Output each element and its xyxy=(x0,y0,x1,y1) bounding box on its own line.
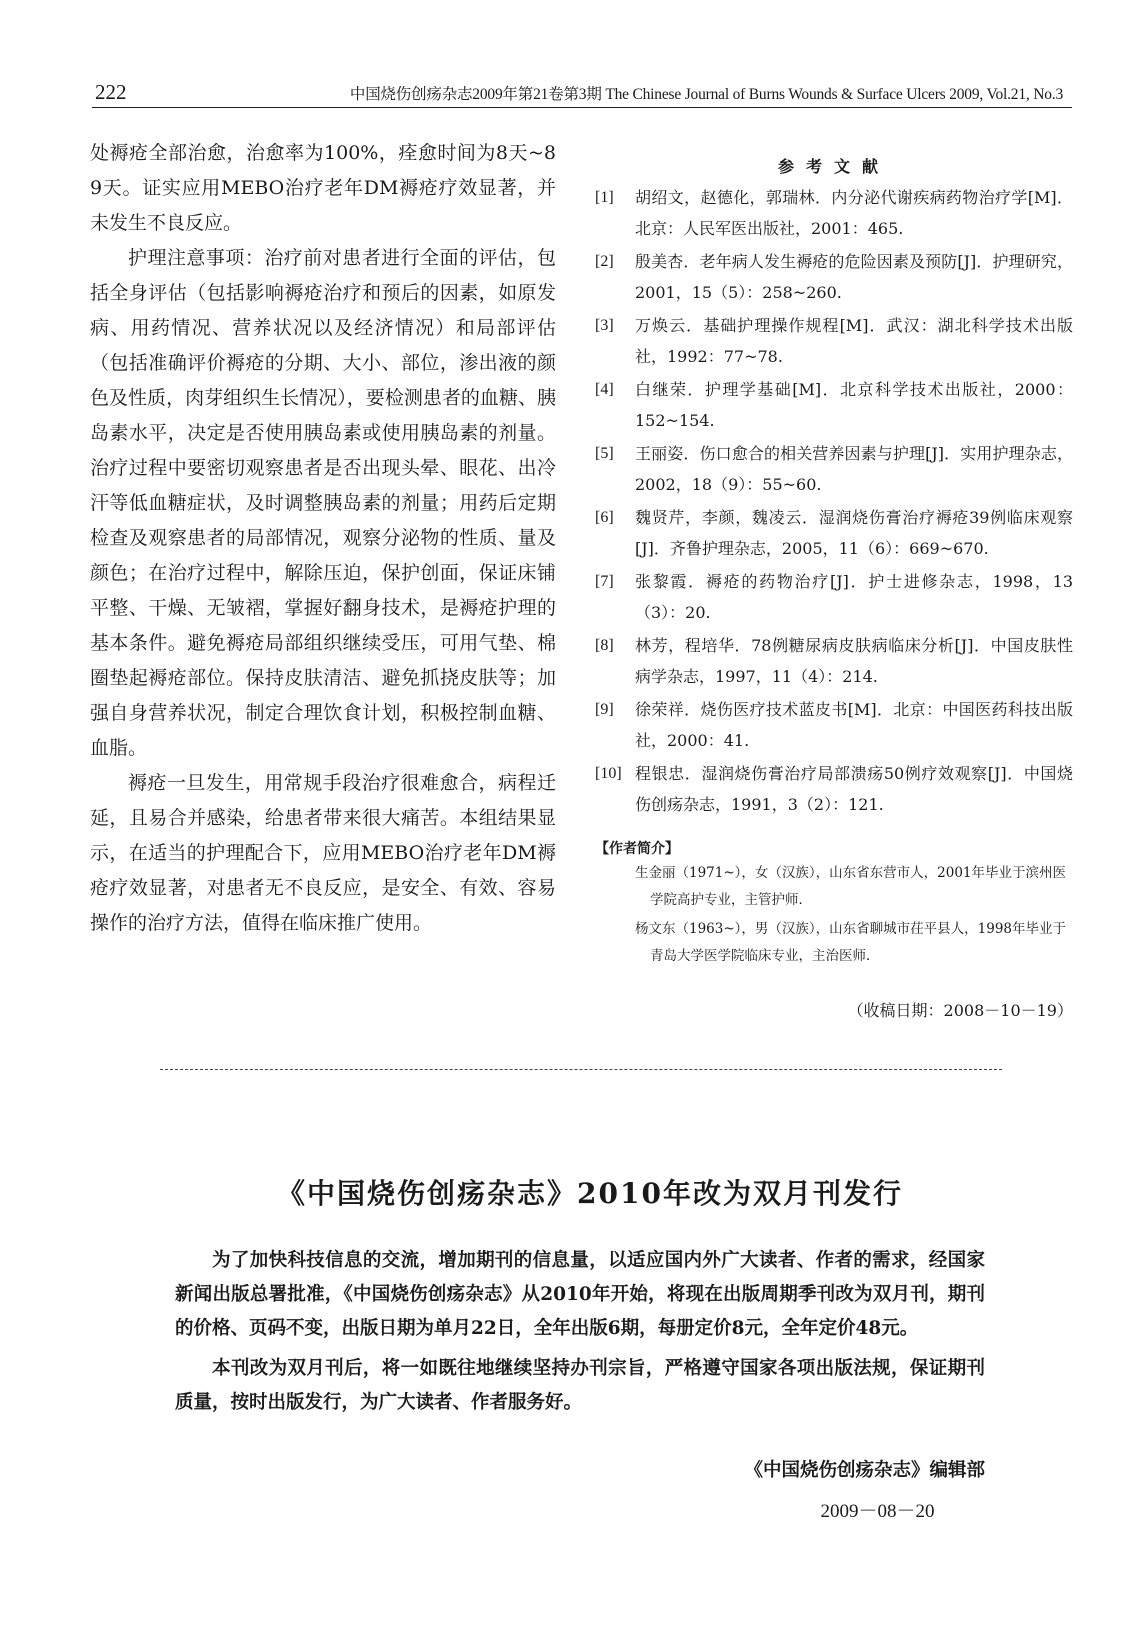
page-number: 222 xyxy=(95,80,127,104)
reference-text: 徐荣祥．烧伤医疗技术蓝皮书[M]．北京：中国医药科技出版社，2000：41. xyxy=(635,700,1073,750)
reference-item xyxy=(595,439,1073,500)
running-head: 中国烧伤创疡杂志2009年第21卷第3期 The Chinese Journal of Burns Wounds & Surface Ulcers 2009, Vol.21, No.3 xyxy=(349,86,1063,103)
author-bio-heading: 【作者简介】 xyxy=(595,841,679,857)
reference-number: [5] xyxy=(595,445,614,462)
reference-item xyxy=(595,375,1073,436)
notice-signature: 《中国烧伤创疡杂志》编辑部 xyxy=(744,1460,985,1481)
reference-text: 万焕云．基础护理操作规程[M]．武汉：湖北科学技术出版社，1992：77~78. xyxy=(635,316,1073,366)
reference-text: 胡绍文，赵德化，郭瑞林．内分泌代谢疾病药物治疗学[M]．北京：人民军医出版社，2001：465. xyxy=(635,188,1073,238)
received-date: （收稿日期：2008－10－19） xyxy=(847,1001,1073,1020)
reference-number: [2] xyxy=(595,253,614,270)
reference-text: 魏贤芹，李颜，魏凌云．湿润烧伤膏治疗褥疮39例临床观察[J]．齐鲁护理杂志，2005，11（6）：669~670. xyxy=(635,508,1073,558)
reference-text: 程银忠．湿润烧伤膏治疗局部溃疡50例疗效观察[J]．中国烧伤创疡杂志，1991，3（2）：121. xyxy=(635,764,1073,814)
article-body xyxy=(90,136,556,941)
reference-text: 王丽姿．伤口愈合的相关营养因素与护理[J]．实用护理杂志，2002，18（9）：55~60. xyxy=(635,444,1073,494)
reference-item xyxy=(595,759,1073,820)
reference-item xyxy=(595,247,1073,308)
reference-item xyxy=(595,503,1073,564)
notice-title: 《中国烧伤创疡杂志》2010年改为双月刊发行 xyxy=(277,1177,903,1210)
notice-paragraph: 本刊改为双月刊后，将一如既往地继续坚持办刊宗旨，严格遵守国家各项出版法规，保证期刊质量，按时出版发行，为广大读者、作者服务好。 xyxy=(175,1358,985,1413)
body-paragraph: 护理注意事项：治疗前对患者进行全面的评估，包括全身评估（包括影响褥疮治疗和预后的因素，如原发病、用药情况、营养状况以及经济情况）和局部评估（包括准确评价褥疮的分期、大小、部位，渗出液的颜色及性质，肉芽组织生长情况），要检测患者的血糖、胰岛素水平，决定是否使用胰岛素或使用胰岛素的剂量。治疗过程中要密切观察患者是否出现头晕、眼花、出冷汗等低血糖症状，及时调整胰岛素的剂量；用药后定期检查及观察患者的局部情况，观察分泌物的性质、量及颜色；在治疗过程中，解除压迫，保护创面，保证床铺平整、干燥、无皱褶，掌握好翻身技术，是褥疮护理的基本条件。避免褥疮局部组织继续受压，可用气垫、棉圈垫起褥疮部位。保持皮肤清洁、避免抓挠皮肤等；加强自身营养状况，制定合理饮食计划，积极控制血糖、血脂。 xyxy=(90,247,556,759)
reference-text: 殷美杏．老年病人发生褥疮的危险因素及预防[J]．护理研究，2001，15（5）：258~260. xyxy=(635,252,1073,302)
author-bio: 生金丽（1971~），女（汉族），山东省东营市人，2001年毕业于滨州医学院高护专业，主管护师． xyxy=(635,865,1067,908)
reference-number: [8] xyxy=(595,637,614,654)
references-section xyxy=(595,136,1073,970)
section-divider xyxy=(160,1069,1002,1070)
reference-number: [6] xyxy=(595,509,614,526)
reference-item xyxy=(595,567,1073,628)
reference-item xyxy=(595,631,1073,692)
header-rule xyxy=(92,107,1072,108)
reference-number: [7] xyxy=(595,573,614,590)
reference-number: [3] xyxy=(595,317,614,334)
reference-text: 白继荣．护理学基础[M]．北京科学技术出版社，2000：152~154. xyxy=(635,380,1073,430)
author-bio: 杨文东（1963~），男（汉族），山东省聊城市茌平县人，1998年毕业于青岛大学医学院临床专业，主治医师． xyxy=(635,921,1067,964)
reference-number: [1] xyxy=(595,189,614,206)
reference-item xyxy=(595,695,1073,756)
reference-text: 张黎霞．褥疮的药物治疗[J]．护士进修杂志，1998，13（3）：20. xyxy=(635,572,1073,622)
reference-number: [4] xyxy=(595,381,614,398)
body-paragraph: 处褥疮全部治愈，治愈率为100%，痊愈时间为8天~89天。证实应用MEBO治疗老年DM褥疮疗效显著，并未发生不良反应。 xyxy=(90,142,556,234)
references-heading: 参考文献 xyxy=(777,157,890,176)
body-paragraph: 褥疮一旦发生，用常规手段治疗很难愈合，病程迁延，且易合并感染，给患者带来很大痛苦。本组结果显示，在适当的护理配合下，应用MEBO治疗老年DM褥疮疗效显著，对患者无不良反应，是安全、有效、容易操作的治疗方法，值得在临床推广使用。 xyxy=(90,772,556,934)
reference-text: 林芳，程培华．78例糖尿病皮肤病临床分析[J]．中国皮肤性病学杂志，1997，11（4）：214. xyxy=(635,636,1073,686)
notice-body xyxy=(175,1244,985,1420)
notice-paragraph: 为了加快科技信息的交流，增加期刊的信息量，以适应国内外广大读者、作者的需求，经国家新闻出版总署批准，《中国烧伤创疡杂志》从2010年开始，将现在出版周期季刊改为双月刊，期刊的价格、页码不变，出版日期为单月22日，全年出版6期，每册定价8元，全年定价48元。 xyxy=(175,1250,985,1339)
reference-item xyxy=(595,311,1073,372)
reference-number: [10] xyxy=(595,765,622,782)
notice-date: 2009－08－20 xyxy=(820,1501,935,1522)
reference-item xyxy=(595,183,1073,244)
reference-number: [9] xyxy=(595,701,614,718)
reference-list xyxy=(595,183,1073,820)
